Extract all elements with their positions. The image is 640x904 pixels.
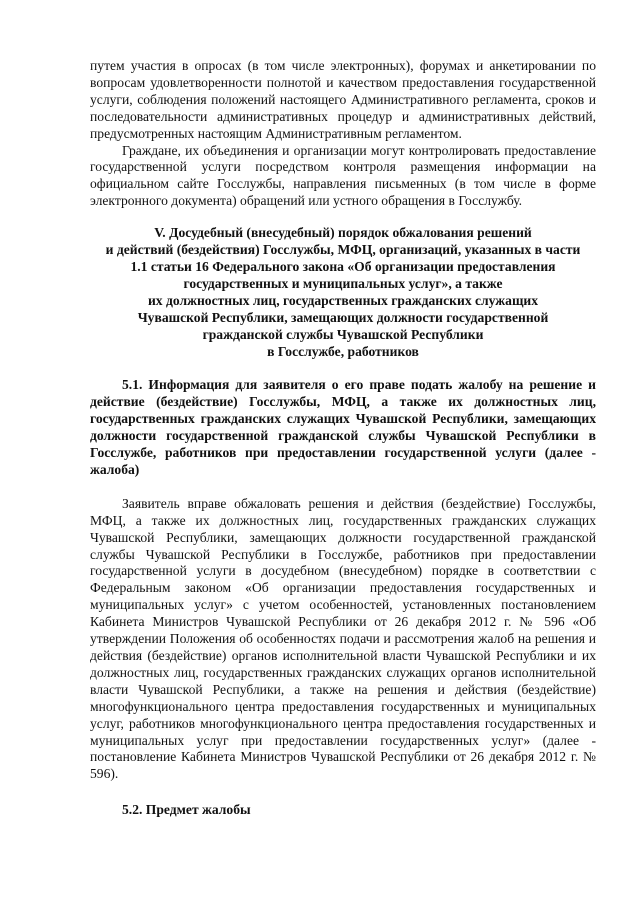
paragraph-participation: путем участия в опросах (в том числе электронных), форумах и анкетировании по вопросам удовлетворенности полнотой и качеством предоставления государственной услуги, соблюдения положений настоящего Административного регламента, сроков и последовательности административных процедур и административных действий, предусмотренных настоящим Административным регламентом.	[90, 58, 596, 141]
paragraph-citizens-control: Граждане, их объединения и организации могут контролировать предоставление государственной услуги посредством контроля размещения информации на официальном сайте Госслужбы, направления письменных (в том числе в форме электронного документа) обращений или устного обращения в Госслужбу.	[90, 142, 596, 209]
section-title-line: их должностных лиц, государственных гражданских служащих	[147, 292, 539, 308]
section-title-line: и действий (бездействия) Госслужбы, МФЦ, организаций, указанных в части	[105, 242, 581, 258]
section-title-line: гражданской службы Чувашской Республики	[202, 326, 484, 342]
section-title-line: Чувашской Республики, замещающих должности государственной	[137, 309, 549, 325]
subsection-5-2-heading: 5.2. Предмет жалобы	[122, 802, 251, 818]
section-v-title	[90, 225, 596, 360]
section-title-line: 1.1 статьи 16 Федерального закона «Об организации предоставления	[130, 258, 556, 274]
paragraph-right-to-appeal: Заявитель вправе обжаловать решения и действия (бездействие) Госслужбы, МФЦ, а также их должностных лиц, государственных гражданских служащих Чувашской Республики, замещающих должности государственной гражданской службы Чувашской Республики в Госслужбе, работников при предоставлении государственной услуги в досудебном (внесудебном) порядке в соответствии с Федеральным законом «Об организации предоставления государственных и муниципальных услуг» с учетом особенностей, установленных постановлением Кабинета Министров Чувашской Республики от 26 декабря 2012 г. № 596 «Об утверждении Положения об особенностях подачи и рассмотрения жалоб на решения и действия (бездействие) органов исполнительной власти Чувашской Республики и их должностных лиц, государственных гражданских служащих органов исполнительной власти Чувашской Республики, а также на решения и действия (бездействие) многофункционального центра предоставления государственных и муниципальных услуг, работников многофункционального центра предоставления государственных и муниципальных услуг при предоставлении государственных услуг» (далее - постановление Кабинета Министров Чувашской Республики от 26 декабря 2012 г. № 596).	[90, 495, 596, 782]
section-title-line: государственных и муниципальных услуг», а также	[183, 275, 503, 291]
section-title-line: в Госслужбе, работников	[267, 343, 419, 359]
subsection-5-1-heading: 5.1. Информация для заявителя о его праве подать жалобу на решение и действие (бездействие) Госслужбы, МФЦ, а также их должностных лиц, государственных гражданских служащих Чувашской Республики, замещающих должности государственной гражданской службы Чувашской Республики в Госслужбе, работников при предоставлении государственной услуги (далее - жалоба)	[90, 377, 596, 477]
document-page	[90, 58, 596, 819]
section-title-line: V. Досудебный (внесудебный) порядок обжалования решений	[154, 225, 532, 241]
